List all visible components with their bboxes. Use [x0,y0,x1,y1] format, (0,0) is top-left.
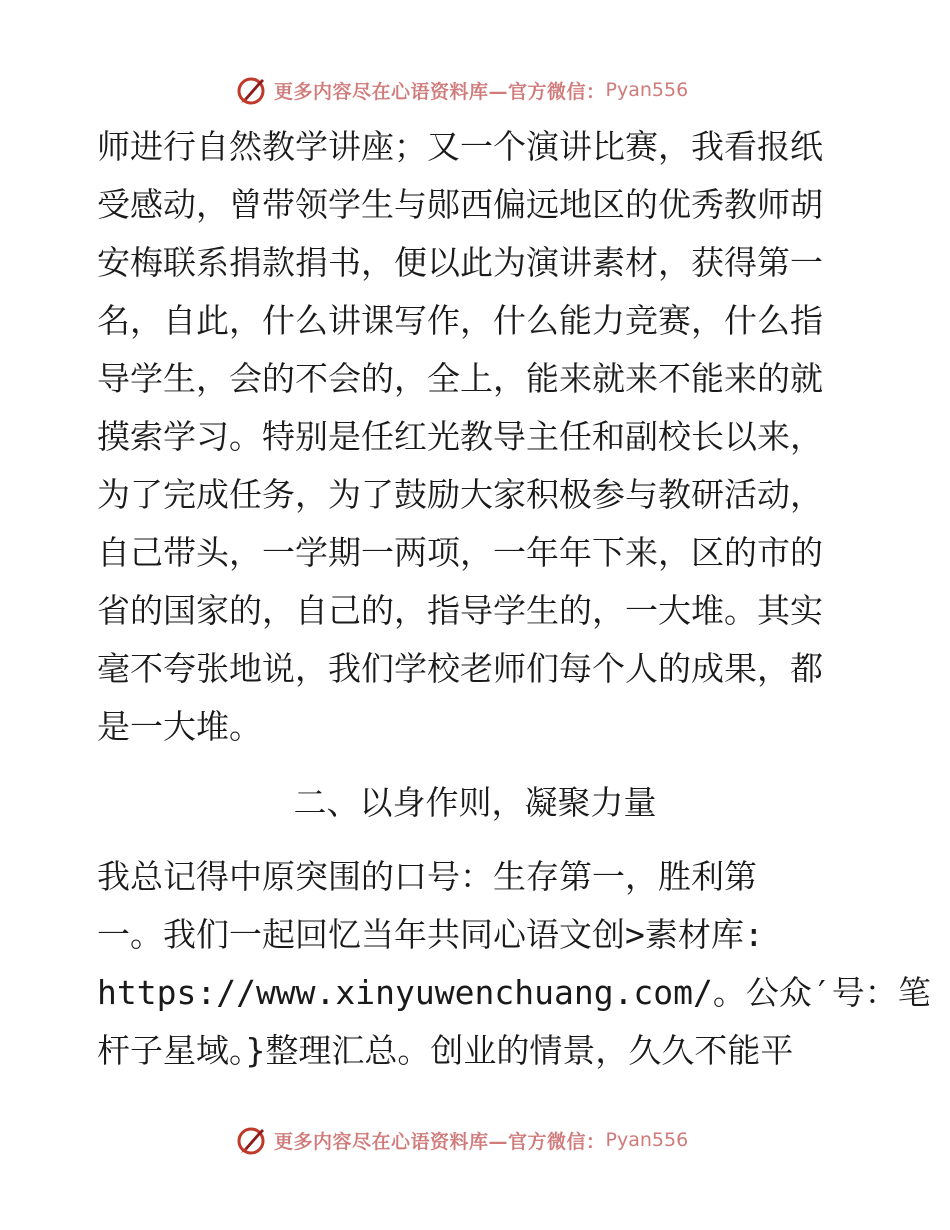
text-line: 杆子星域。}整理汇总。创业的情景，久久不能平 [97,1031,794,1070]
text-line: 是一大堆。 [97,707,262,746]
text-line: 名，自此，什么讲课写作，什么能力竞赛，什么指 [97,301,823,340]
brush-pen-logo-icon [236,73,270,107]
text-line: 一。我们一起回忆当年共同心语文创>素材库: [97,915,764,954]
text-line: 毫不夸张地说，我们学校老师们每个人的成果，都 [97,649,823,688]
text-line: https://www.xinyuwenchuang.com/。公众′号：笔 [97,973,931,1012]
header-banner[interactable] [236,70,688,110]
footer-banner[interactable] [236,1120,688,1160]
wechat-id: Pyan556 [605,1129,689,1151]
text-line: 省的国家的，自己的，指导学生的，一大堆。其实 [97,591,823,630]
banner-text: 更多内容尽在心语资料库—官方微信： [274,80,606,103]
paragraph-1 [97,118,857,756]
text-line: 摸索学习。特别是任红光教导主任和副校长以来， [97,417,823,456]
brush-pen-logo-icon [236,1123,270,1157]
text-line: 安梅联系捐款捐书，便以此为演讲素材，获得第一 [97,243,823,282]
text-line: 受感动，曾带领学生与郧西偏远地区的优秀教师胡 [97,185,823,224]
wechat-id: Pyan556 [605,79,689,101]
text-line: 导学生，会的不会的，全上，能来就来不能来的就 [97,359,823,398]
text-line: 自己带头，一学期一两项，一年年下来，区的市的 [97,533,823,572]
banner-text: 更多内容尽在心语资料库—官方微信： [274,1130,606,1153]
text-line: 我总记得中原突围的口号：生存第一，胜利第 [97,857,757,896]
section-heading: 二、以身作则，凝聚力量 [293,783,657,822]
text-line: 为了完成任务，为了鼓励大家积极参与教研活动， [97,475,823,514]
paragraph-2 [97,848,931,1080]
text-line: 师进行自然教学讲座；又一个演讲比赛，我看报纸 [97,127,823,166]
